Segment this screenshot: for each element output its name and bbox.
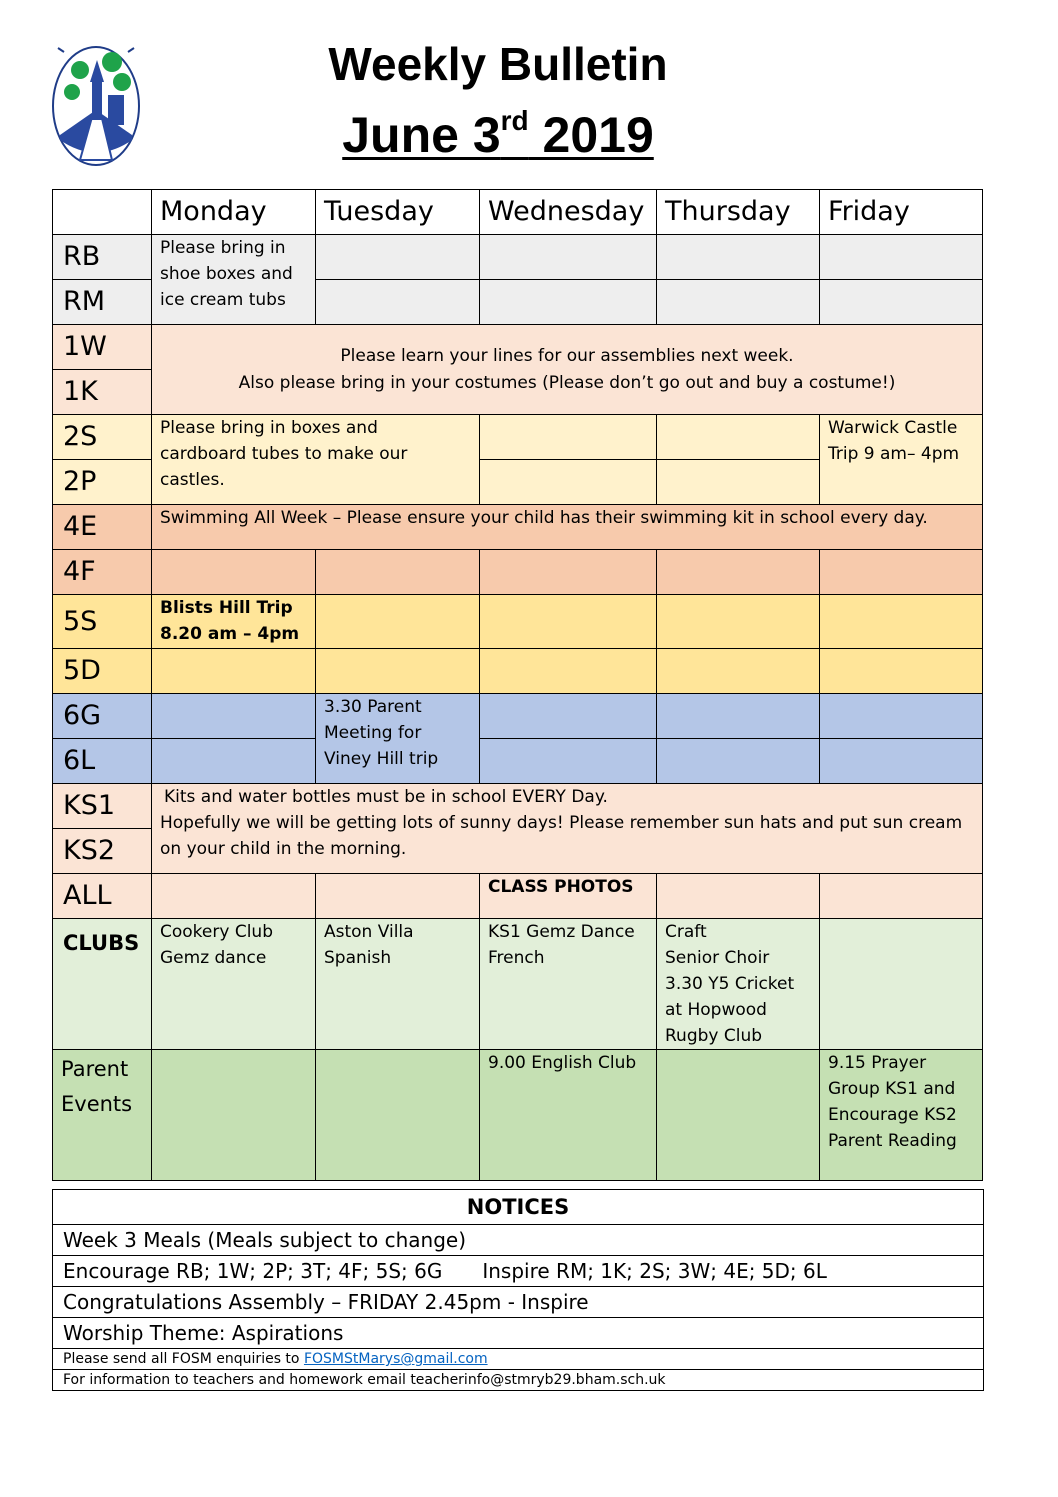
day-header-monday: Monday bbox=[152, 190, 316, 235]
class-label-1k: 1K bbox=[53, 370, 152, 415]
cell bbox=[316, 595, 480, 649]
notice-meals: Week 3 Meals (Meals subject to change) bbox=[53, 1225, 984, 1256]
class-label-all: ALL bbox=[53, 874, 152, 919]
rb-rm-monday-note: Please bring in shoe boxes and ice cream tubs bbox=[152, 235, 316, 325]
cell bbox=[657, 235, 820, 280]
cell bbox=[480, 460, 657, 505]
row-label-clubs: CLUBS bbox=[53, 919, 152, 1050]
cell bbox=[316, 649, 480, 694]
school-logo bbox=[50, 40, 142, 168]
notices-table bbox=[52, 1189, 984, 1391]
header-corner bbox=[53, 190, 152, 235]
cell bbox=[316, 235, 480, 280]
cell bbox=[316, 280, 480, 325]
cell bbox=[152, 649, 316, 694]
class-label-4f: 4F bbox=[53, 550, 152, 595]
cell bbox=[820, 649, 983, 694]
cell bbox=[480, 694, 657, 739]
cell bbox=[480, 739, 657, 784]
parent-events-wednesday: 9.00 English Club bbox=[480, 1050, 657, 1181]
cell bbox=[657, 739, 820, 784]
cell bbox=[657, 280, 820, 325]
clubs-thursday: Craft Senior Choir 3.30 Y5 Cricket at Hopwood Rugby Club bbox=[657, 919, 820, 1050]
day-header-friday: Friday bbox=[820, 190, 983, 235]
year2-monday-note: Please bring in boxes and cardboard tubes to make our castles. bbox=[152, 415, 480, 505]
cell bbox=[657, 874, 820, 919]
notice-assembly: Congratulations Assembly – FRIDAY 2.45pm - Inspire bbox=[53, 1287, 984, 1318]
weekly-schedule-table bbox=[52, 189, 983, 1181]
cell bbox=[480, 415, 657, 460]
clubs-wednesday: KS1 Gemz Dance French bbox=[480, 919, 657, 1050]
cell bbox=[657, 460, 820, 505]
year4e-note: Swimming All Week – Please ensure your child has their swimming kit in school every day. bbox=[152, 505, 983, 550]
class-label-4e: 4E bbox=[53, 505, 152, 550]
year2-friday-note: Warwick Castle Trip 9 am– 4pm bbox=[820, 415, 983, 505]
cell bbox=[820, 694, 983, 739]
cell bbox=[820, 595, 983, 649]
cell bbox=[316, 550, 480, 595]
cell bbox=[820, 280, 983, 325]
class-label-6l: 6L bbox=[53, 739, 152, 784]
ks-note: Kits and water bottles must be in school EVERY Day. Hopefully we will be getting lots of sunny days! Please remember sun hats and put sun cream on your child in the morning. bbox=[152, 784, 983, 874]
class-label-rm: RM bbox=[53, 280, 152, 325]
cell bbox=[316, 874, 480, 919]
class-label-ks1: KS1 bbox=[53, 784, 152, 829]
day-header-tuesday: Tuesday bbox=[316, 190, 480, 235]
cell bbox=[480, 280, 657, 325]
cell bbox=[316, 1050, 480, 1181]
cell bbox=[480, 595, 657, 649]
cell bbox=[480, 550, 657, 595]
class-photos-note: CLASS PHOTOS bbox=[480, 874, 657, 919]
cell bbox=[152, 739, 316, 784]
cell bbox=[820, 874, 983, 919]
clubs-monday: Cookery Club Gemz dance bbox=[152, 919, 316, 1050]
class-label-rb: RB bbox=[53, 235, 152, 280]
notice-worship: Worship Theme: Aspirations bbox=[53, 1318, 984, 1349]
parent-events-friday: 9.15 Prayer Group KS1 and Encourage KS2 Parent Reading bbox=[820, 1050, 983, 1181]
day-header-thursday: Thursday bbox=[657, 190, 820, 235]
day-header-wednesday: Wednesday bbox=[480, 190, 657, 235]
class-label-5s: 5S bbox=[53, 595, 152, 649]
year1-note: Please learn your lines for our assemblies next week. Also please bring in your costumes (Please don’t go out and buy a costume!) bbox=[152, 325, 983, 415]
fosm-email-link[interactable]: FOSMStMarys@gmail.com bbox=[303, 1351, 488, 1367]
cell bbox=[152, 550, 316, 595]
row-label-parent-events: Parent Events bbox=[53, 1050, 152, 1181]
notice-houses: Encourage RB; 1W; 2P; 3T; 4F; 5S; 6G Inspire RM; 1K; 2S; 3W; 4E; 5D; 6L bbox=[53, 1256, 984, 1287]
year5s-monday-note: Blists Hill Trip 8.20 am – 4pm bbox=[152, 595, 316, 649]
notice-fosm: Please send all FOSM enquiries to FOSMStMarys@gmail.com bbox=[53, 1349, 984, 1370]
clubs-friday bbox=[820, 919, 983, 1050]
cell bbox=[480, 235, 657, 280]
cell bbox=[657, 595, 820, 649]
cell bbox=[820, 739, 983, 784]
cell bbox=[657, 1050, 820, 1181]
cell bbox=[657, 550, 820, 595]
cell bbox=[152, 1050, 316, 1181]
class-label-2s: 2S bbox=[53, 415, 152, 460]
cell bbox=[820, 235, 983, 280]
notices-title: NOTICES bbox=[53, 1190, 984, 1225]
cell bbox=[657, 649, 820, 694]
bulletin-date: June 3rd 2019 bbox=[342, 105, 654, 163]
cell bbox=[152, 874, 316, 919]
bulletin-title: Weekly Bulletin bbox=[328, 38, 668, 90]
class-label-6g: 6G bbox=[53, 694, 152, 739]
notice-teacher-info: For information to teachers and homework email teacherinfo@stmryb29.bham.sch.uk bbox=[53, 1370, 984, 1391]
class-label-ks2: KS2 bbox=[53, 829, 152, 874]
cell bbox=[480, 649, 657, 694]
cell bbox=[657, 415, 820, 460]
cell bbox=[657, 694, 820, 739]
year6-tuesday-note: 3.30 Parent Meeting for Viney Hill trip bbox=[316, 694, 480, 784]
cell bbox=[820, 550, 983, 595]
cell bbox=[152, 694, 316, 739]
class-label-2p: 2P bbox=[53, 460, 152, 505]
class-label-5d: 5D bbox=[53, 649, 152, 694]
class-label-1w: 1W bbox=[53, 325, 152, 370]
clubs-tuesday: Aston Villa Spanish bbox=[316, 919, 480, 1050]
